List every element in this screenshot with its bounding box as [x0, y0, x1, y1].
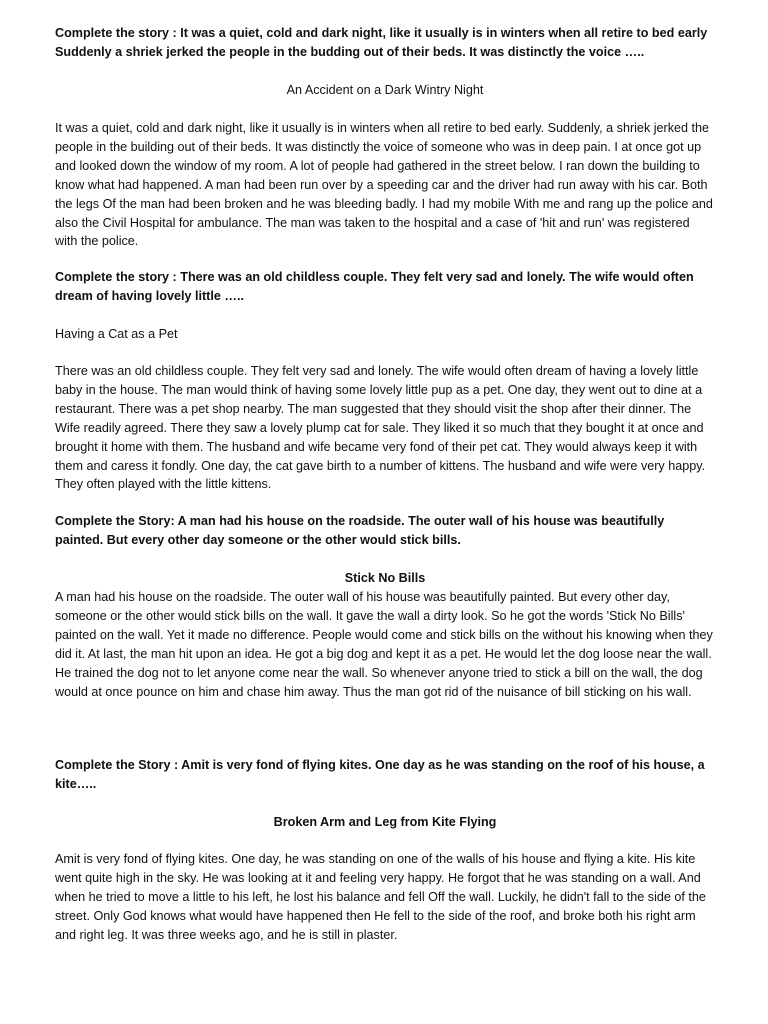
story-body: There was an old childless couple. They felt very sad and lonely. The wife would often dream of having a lovely little baby in the house. The man would think of having some lovely little pup as a pet. One day, they went out to dine at a restaurant. There was a pet shop nearby. The man suggested that they should visit the shop after their dinner. The Wife readily agreed. There they saw a lovely plump cat for sale. They liked it so much that they bought it at once and brought it home with them. The husband and wife became very fond of their pet cat. They would always keep it with them and caress it fondly. One day, the cat gave birth to a number of kittens. The husband and wife were very happy. They often played with the little kittens. — [55, 364, 706, 492]
story-body: A man had his house on the roadside. The outer wall of his house was beautifully painted. But every other day, someone or the other would stick bills on the wall. It gave the wall a dirty look. So he got the words 'Stick No Bills' painted on the wall. Yet it made no difference. People would come and stick bills on the without his knowing when they did it. At last, the man hit upon an idea. He got a big dog and kept it as a pet. He would let the dog loose near the wall. He trained the dog not to let anyone come near the wall. So whenever anyone tried to stick a bill on the wall, the dog would at once pounce on him and chase him away. Thus the man got rid of the nuisance of bill sticking on his wall. — [55, 590, 713, 699]
story-title: Having a Cat as a Pet — [55, 327, 178, 341]
story-title: An Accident on a Dark Wintry Night — [286, 83, 484, 97]
story-prompt: Complete the story : It was a quiet, cold and dark night, like it usually is in winters when all retire to bed early Suddenly a shriek jerked the people in the budding out of their beds. It was distinctly the voice ….. — [55, 26, 708, 59]
story-prompt: Complete the story : There was an old childless couple. They felt very sad and lonely. The wife would often dream of having lovely little ….. — [55, 270, 694, 303]
story-prompt: Complete the Story: A man had his house on the roadside. The outer wall of his house was beautifully painted. But every other day someone or the other would stick bills. — [55, 514, 665, 547]
story-body: Amit is very fond of flying kites. One day, he was standing on one of the walls of his house and flying a kite. His kite went quite high in the sky. He was looking at it and feeling very happy. He forgot that he was standing on a wall. And when he tried to move a little to his left, he lost his balance and fell Off the wall. Luckily, he didn't fall to the side of the street. Only God knows what would have happened then He fell to the side of the roof, and broke both his right arm and right leg. It was three weeks ago, and he is still in plaster. — [55, 852, 706, 942]
story-title: Broken Arm and Leg from Kite Flying — [273, 815, 497, 829]
story-body: It was a quiet, cold and dark night, like it usually is in winters when all retire to bed early. Suddenly, a shriek jerked the people in the building out of their beds. It was distinctly the voice of someone who was in deep pain. I at once got up and looked down the window of my room. A lot of people had gathered in the street below. I ran down the building to know what had happened. A man had been run over by a speeding car and the driver had run away with his car. Both the legs Of the man had been broken and he was bleeding badly. I had my mobile With me and rang up the police and also the Civil Hospital for ambulance. The man was taken to the hospital and a case of 'hit and run' was registered with the police. — [55, 121, 713, 249]
story-prompt: Complete the Story : Amit is very fond of flying kites. One day as he was standing on the roof of his house, a kite….. — [55, 758, 705, 791]
story-title: Stick No Bills — [344, 571, 426, 585]
